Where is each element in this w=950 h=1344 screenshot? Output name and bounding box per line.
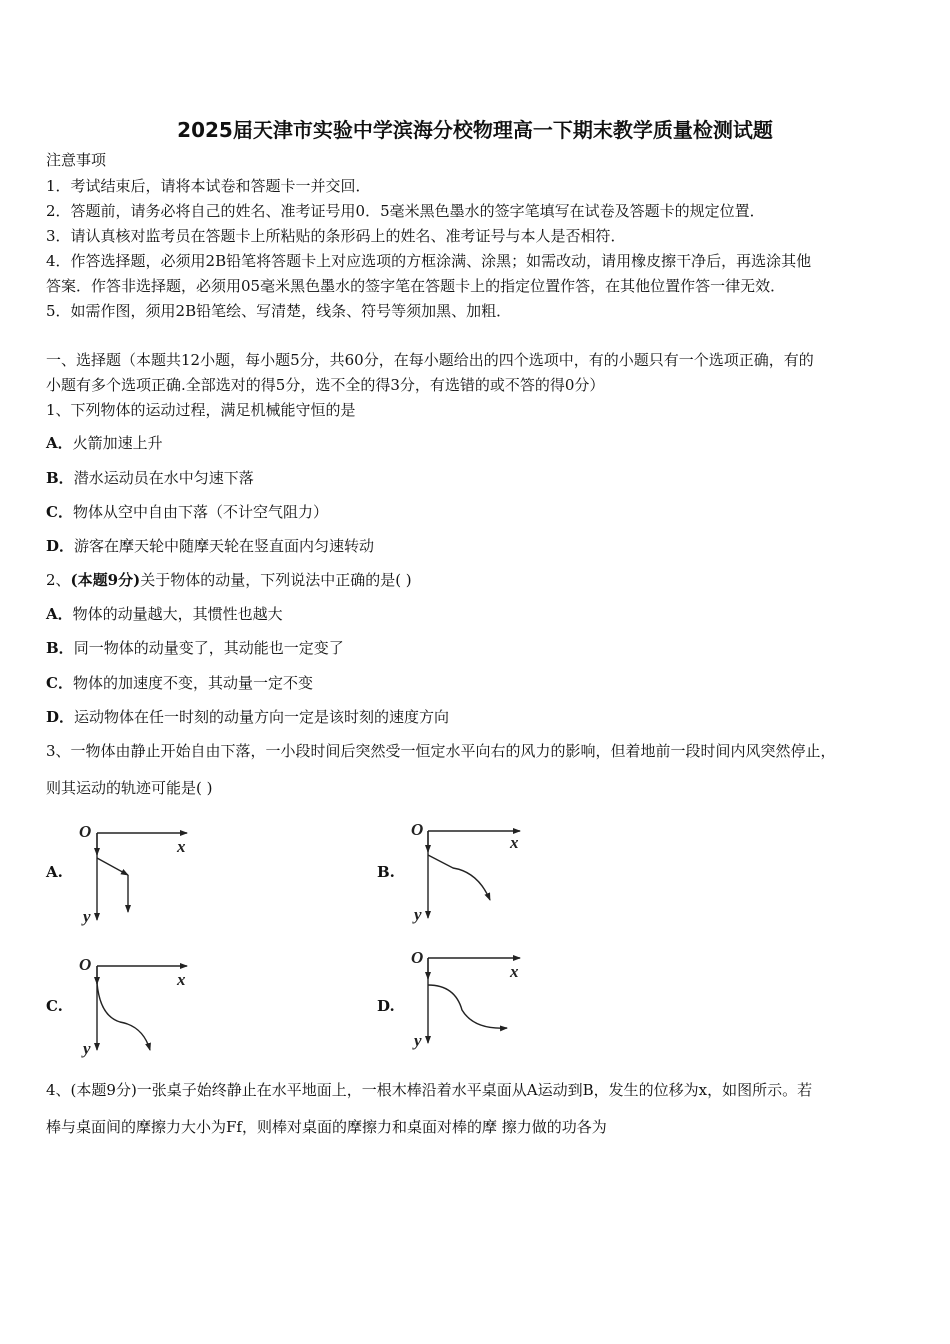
x-axis-label: x xyxy=(177,837,186,856)
notice-heading: 注意事项 xyxy=(46,151,107,169)
q3-option-d-label: D. xyxy=(377,997,395,1015)
option-label: A． xyxy=(46,434,73,452)
option-label: C． xyxy=(46,674,73,692)
y-axis-label: y xyxy=(83,907,91,926)
figure-a xyxy=(97,833,187,920)
notice-item: 1．考试结束后，请将本试卷和答题卡一并交回． xyxy=(46,177,371,195)
origin-label: O xyxy=(79,955,92,974)
option-text: 潜水运动员在水中匀速下落 xyxy=(73,469,254,487)
page-title: 2025届天津市实验中学滨海分校物理高一下期末教学质量检测试题 xyxy=(177,118,773,142)
section-heading: 一、选择题（本题共12小题，每小题5分，共60分，在每小题给出的四个选项中，有的小题只有一个选项正确，有的 xyxy=(46,351,814,369)
notice-item: 答案．作答非选择题，必须用05毫米黑色墨水的签字笔在答题卡上的指定位置作答，在其他位置作答一律无效． xyxy=(46,277,786,295)
q-number: 2、 xyxy=(46,571,71,589)
option-label: D． xyxy=(46,708,75,726)
option-text: 同一物体的动量变了，其动能也一定变了 xyxy=(73,639,344,657)
figure-c xyxy=(97,966,187,1050)
notice-item: 3．请认真核对监考员在答题卡上所粘贴的条形码上的姓名、准考证号与本人是否相符． xyxy=(46,227,626,245)
q3-option-b-label: B. xyxy=(377,863,395,881)
question-4-stem: 4、(本题9分)一张桌子始终静止在水平地面上，一根木棒沿着水平桌面从A运动到B，发生的位移为x，如图所示。若 xyxy=(46,1081,813,1099)
notice-item: 2．答题前，请务必将自己的姓名、准考证号用0．5毫米黑色墨水的签字笔填写在试卷及答题卡的规定位置． xyxy=(46,202,765,220)
y-axis-label: y xyxy=(414,1031,422,1050)
q-text: 关于物体的动量，下列说法中正确的是( ) xyxy=(140,571,412,589)
option-text: 运动物体在任一时刻的动量方向一定是该时刻的速度方向 xyxy=(74,708,450,726)
option-label: B． xyxy=(46,639,74,657)
option-text: 物体从空中自由下落（不计空气阻力） xyxy=(72,503,328,521)
option-label: D． xyxy=(46,537,75,555)
section-heading: 小题有多个选项正确.全部选对的得5分，选不全的得3分，有选错的或不答的得0分） xyxy=(46,376,605,394)
question-1-stem: 1、下列物体的运动过程，满足机械能守恒的是 xyxy=(46,401,356,419)
question-3-stem: 则其运动的轨迹可能是( ) xyxy=(46,779,213,797)
y-axis-label: y xyxy=(83,1039,91,1058)
q-score: (本题9分) xyxy=(70,571,141,589)
q3-option-a-label: A. xyxy=(46,863,63,881)
question-4-stem: 棒与桌面间的摩擦力大小为Ff，则棒对桌面的摩擦力和桌面对棒的摩 擦力做的功各为 xyxy=(46,1118,607,1136)
x-axis-label: x xyxy=(177,970,186,989)
x-axis-label: x xyxy=(510,833,519,852)
option-text: 火箭加速上升 xyxy=(72,434,163,452)
q3-option-c-label: C. xyxy=(46,997,63,1015)
option-label: C． xyxy=(46,503,73,521)
option-label: B． xyxy=(46,469,74,487)
y-axis-label: y xyxy=(414,905,422,924)
x-axis-label: x xyxy=(510,962,519,981)
origin-label: O xyxy=(411,820,424,839)
figure-b xyxy=(428,831,520,918)
option-text: 游客在摩天轮中随摩天轮在竖直面内匀速转动 xyxy=(74,537,375,555)
origin-label: O xyxy=(79,822,92,841)
question-3-stem: 3、一物体由静止开始自由下落，一小段时间后突然受一恒定水平向右的风力的影响，但着地前一段时间内风突然停止， xyxy=(46,742,836,760)
origin-label: O xyxy=(411,948,424,967)
option-text: 物体的动量越大，其惯性也越大 xyxy=(72,605,283,623)
figure-d xyxy=(428,958,520,1043)
notice-item: 5．如需作图，须用2B铅笔绘、写清楚，线条、符号等须加黑、加粗． xyxy=(46,302,512,320)
notice-item: 4．作答选择题，必须用2B铅笔将答题卡上对应选项的方框涂满、涂黑；如需改动，请用橡皮擦干净后，再选涂其他 xyxy=(46,252,812,270)
option-text: 物体的加速度不变，其动量一定不变 xyxy=(72,674,313,692)
option-label: A． xyxy=(46,605,73,623)
